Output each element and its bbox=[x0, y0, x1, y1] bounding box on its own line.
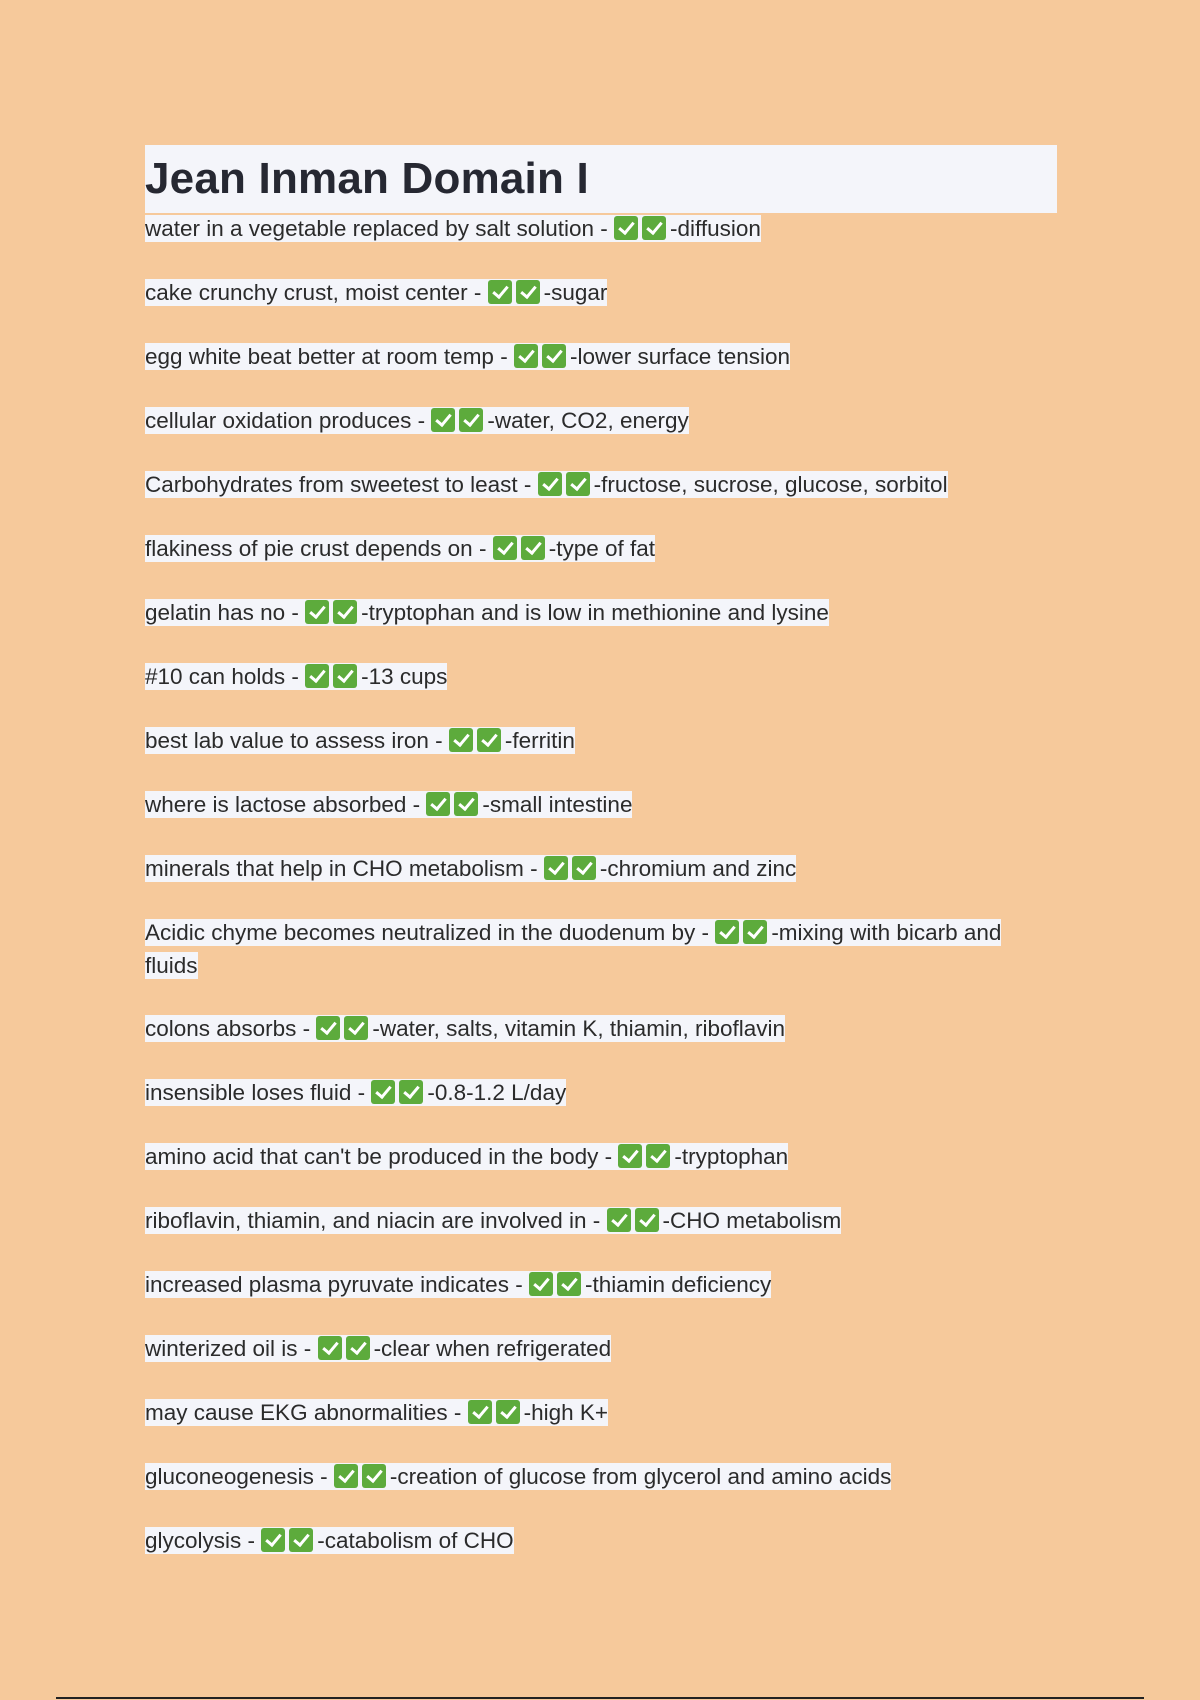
check-marks bbox=[371, 1077, 427, 1110]
check-mark-icon bbox=[544, 856, 568, 880]
answer-text: -catabolism of CHO bbox=[317, 1528, 514, 1553]
check-mark-icon bbox=[289, 1528, 313, 1552]
question-text: gluconeogenesis - bbox=[145, 1464, 334, 1489]
answer-text: -diffusion bbox=[670, 216, 761, 241]
check-marks bbox=[529, 1269, 585, 1302]
check-mark-icon bbox=[333, 600, 357, 624]
check-mark-icon bbox=[521, 536, 545, 560]
check-mark-icon bbox=[635, 1208, 659, 1232]
question-text: winterized oil is - bbox=[145, 1336, 318, 1361]
flashcard-item bbox=[145, 597, 1057, 661]
flashcard-list bbox=[145, 213, 1057, 1589]
check-mark-icon bbox=[316, 1016, 340, 1040]
check-mark-icon bbox=[399, 1080, 423, 1104]
check-mark-icon bbox=[496, 1400, 520, 1424]
answer-text: -mixing with bicarb and fluids bbox=[145, 920, 1002, 978]
question-text: amino acid that can't be produced in the body - bbox=[145, 1144, 619, 1169]
question-text: flakiness of pie crust depends on - bbox=[145, 536, 493, 561]
answer-text: -ferritin bbox=[504, 728, 575, 753]
check-marks bbox=[607, 1205, 663, 1238]
answer-text: -type of fat bbox=[548, 536, 656, 561]
check-marks bbox=[493, 533, 549, 566]
check-mark-icon bbox=[333, 664, 357, 688]
flashcard-item bbox=[145, 1461, 1057, 1525]
flashcard-item bbox=[145, 725, 1057, 789]
check-mark-icon bbox=[743, 920, 767, 944]
flashcard-item bbox=[145, 405, 1057, 469]
flashcard-item bbox=[145, 1397, 1057, 1461]
answer-text: -thiamin deficiency bbox=[584, 1272, 772, 1297]
check-mark-icon bbox=[449, 728, 473, 752]
check-mark-icon bbox=[488, 280, 512, 304]
flashcard-item bbox=[145, 1141, 1057, 1205]
flashcard-item bbox=[145, 1525, 1057, 1589]
question-text: water in a vegetable replaced by salt solution - bbox=[145, 216, 615, 241]
check-mark-icon bbox=[318, 1336, 342, 1360]
check-mark-icon bbox=[642, 216, 666, 240]
check-mark-icon bbox=[459, 408, 483, 432]
check-mark-icon bbox=[618, 1144, 642, 1168]
flashcard-item bbox=[145, 341, 1057, 405]
check-marks bbox=[614, 213, 670, 246]
check-mark-icon bbox=[305, 600, 329, 624]
check-mark-icon bbox=[542, 344, 566, 368]
question-text: gelatin has no - bbox=[145, 600, 306, 625]
check-mark-icon bbox=[514, 344, 538, 368]
flashcard-item bbox=[145, 661, 1057, 725]
check-mark-icon bbox=[572, 856, 596, 880]
flashcard-item bbox=[145, 213, 1057, 277]
question-text: minerals that help in CHO metabolism - bbox=[145, 856, 544, 881]
answer-text: -chromium and zinc bbox=[599, 856, 797, 881]
check-mark-icon bbox=[431, 408, 455, 432]
check-marks bbox=[426, 789, 482, 822]
title-bar bbox=[145, 145, 1057, 213]
answer-text: -small intestine bbox=[482, 792, 633, 817]
question-text: where is lactose absorbed - bbox=[145, 792, 427, 817]
answer-text: -creation of glucose from glycerol and amino acids bbox=[389, 1464, 892, 1489]
flashcard-item bbox=[145, 469, 1057, 533]
check-mark-icon bbox=[261, 1528, 285, 1552]
page-bottom-divider bbox=[56, 1697, 1144, 1699]
question-text: may cause EKG abnormalities - bbox=[145, 1400, 468, 1425]
answer-text: -tryptophan bbox=[674, 1144, 789, 1169]
check-marks bbox=[544, 853, 600, 886]
check-marks bbox=[305, 597, 361, 630]
answer-text: -sugar bbox=[543, 280, 608, 305]
check-marks bbox=[305, 661, 361, 694]
check-marks bbox=[318, 1333, 374, 1366]
question-text: increased plasma pyruvate indicates - bbox=[145, 1272, 529, 1297]
check-mark-icon bbox=[566, 472, 590, 496]
check-mark-icon bbox=[371, 1080, 395, 1104]
check-mark-icon bbox=[426, 792, 450, 816]
question-text: colons absorbs - bbox=[145, 1016, 317, 1041]
flashcard-item bbox=[145, 1269, 1057, 1333]
check-marks bbox=[514, 341, 570, 374]
check-mark-icon bbox=[344, 1016, 368, 1040]
question-text: egg white beat better at room temp - bbox=[145, 344, 514, 369]
check-marks bbox=[618, 1141, 674, 1174]
check-marks bbox=[449, 725, 505, 758]
flashcard-item bbox=[145, 853, 1057, 917]
check-mark-icon bbox=[305, 664, 329, 688]
flashcard-item bbox=[145, 533, 1057, 597]
check-mark-icon bbox=[468, 1400, 492, 1424]
question-text: best lab value to assess iron - bbox=[145, 728, 449, 753]
check-marks bbox=[488, 277, 544, 310]
check-marks bbox=[431, 405, 487, 438]
answer-text: -fructose, sucrose, glucose, sorbitol bbox=[593, 472, 948, 497]
question-text: #10 can holds - bbox=[145, 664, 306, 689]
answer-text: -0.8-1.2 L/day bbox=[427, 1080, 567, 1105]
check-marks bbox=[334, 1461, 390, 1494]
question-text: glycolysis - bbox=[145, 1528, 262, 1553]
answer-text: -lower surface tension bbox=[569, 344, 791, 369]
flashcard-item bbox=[145, 1077, 1057, 1141]
check-mark-icon bbox=[538, 472, 562, 496]
answer-text: -tryptophan and is low in methionine and lysine bbox=[361, 600, 829, 625]
question-text: insensible loses fluid - bbox=[145, 1080, 372, 1105]
check-mark-icon bbox=[334, 1464, 358, 1488]
flashcard-item bbox=[145, 277, 1057, 341]
check-mark-icon bbox=[516, 280, 540, 304]
check-mark-icon bbox=[346, 1336, 370, 1360]
check-mark-icon bbox=[362, 1464, 386, 1488]
answer-text: -CHO metabolism bbox=[662, 1208, 842, 1233]
check-mark-icon bbox=[715, 920, 739, 944]
flashcard-item bbox=[145, 1013, 1057, 1077]
check-marks bbox=[715, 917, 771, 950]
answer-text: -water, CO2, energy bbox=[487, 408, 689, 433]
document-page bbox=[145, 145, 1057, 1589]
page-title: Jean Inman Domain I bbox=[145, 154, 589, 203]
question-text: Acidic chyme becomes neutralized in the duodenum by - bbox=[145, 920, 716, 945]
check-marks bbox=[538, 469, 594, 502]
check-mark-icon bbox=[529, 1272, 553, 1296]
check-marks bbox=[261, 1525, 317, 1558]
answer-text: -high K+ bbox=[523, 1400, 609, 1425]
check-mark-icon bbox=[477, 728, 501, 752]
answer-text: -water, salts, vitamin K, thiamin, riboflavin bbox=[372, 1016, 785, 1041]
question-text: riboflavin, thiamin, and niacin are involved in - bbox=[145, 1208, 607, 1233]
flashcard-item bbox=[145, 1333, 1057, 1397]
check-mark-icon bbox=[614, 216, 638, 240]
check-mark-icon bbox=[557, 1272, 581, 1296]
question-text: Carbohydrates from sweetest to least - bbox=[145, 472, 538, 497]
check-marks bbox=[316, 1013, 372, 1046]
flashcard-item bbox=[145, 789, 1057, 853]
check-mark-icon bbox=[646, 1144, 670, 1168]
question-text: cake crunchy crust, moist center - bbox=[145, 280, 488, 305]
check-marks bbox=[468, 1397, 524, 1430]
answer-text: -clear when refrigerated bbox=[373, 1336, 612, 1361]
check-mark-icon bbox=[493, 536, 517, 560]
flashcard-item bbox=[145, 1205, 1057, 1269]
question-text: cellular oxidation produces - bbox=[145, 408, 432, 433]
check-mark-icon bbox=[454, 792, 478, 816]
flashcard-item bbox=[145, 917, 1057, 1013]
answer-text: -13 cups bbox=[361, 664, 448, 689]
check-mark-icon bbox=[607, 1208, 631, 1232]
